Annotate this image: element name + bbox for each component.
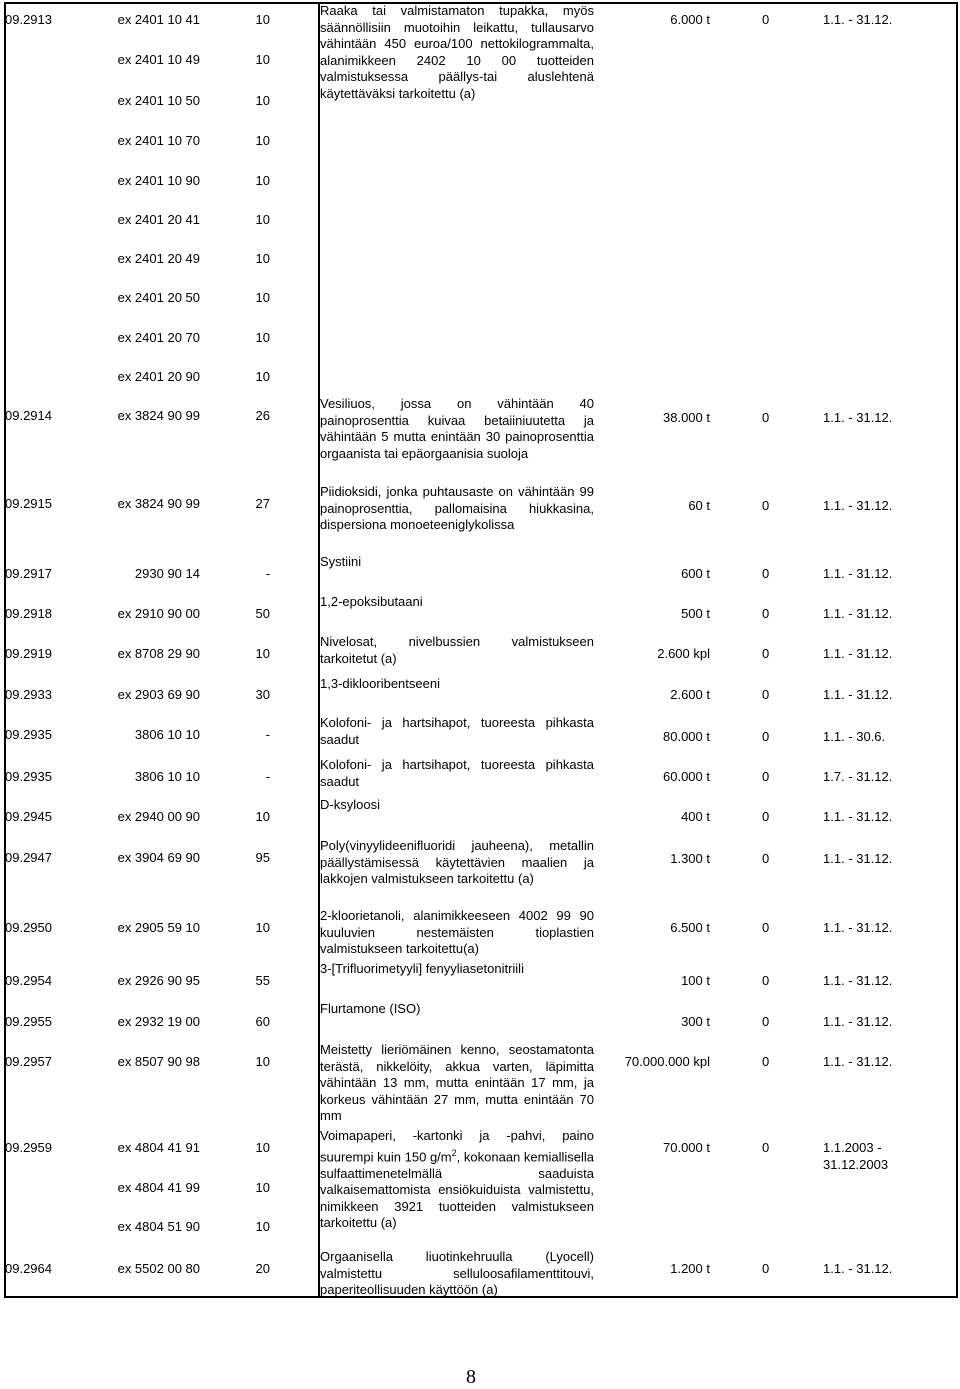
- taric-subdivision: 10: [255, 290, 270, 305]
- taric-subdivision: 10: [255, 133, 270, 148]
- taric-subdivision: 10: [255, 251, 270, 266]
- quota-duty: 0: [762, 566, 770, 581]
- cn-code: ex 4804 41 99: [117, 1180, 200, 1195]
- cn-code: ex 2401 10 90: [117, 173, 200, 188]
- cn-code: ex 5502 00 80: [117, 1261, 200, 1276]
- quota-duty: 0: [762, 606, 770, 621]
- quota-volume: 500 t: [681, 606, 710, 621]
- order-number: 09.2918: [5, 606, 52, 621]
- quota-period: 1.1. - 31.12.: [823, 687, 893, 702]
- taric-subdivision: 55: [255, 973, 270, 988]
- goods-description: Systiini: [320, 554, 362, 569]
- cn-code: ex 2940 00 90: [117, 809, 200, 824]
- cn-code: ex 4804 41 91: [117, 1140, 200, 1155]
- cn-code: ex 2401 20 90: [117, 369, 200, 384]
- quota-volume: 6.500 t: [670, 920, 710, 935]
- quota-period: 1.1. - 31.12.: [823, 851, 893, 866]
- cn-code: 3806 10 10: [134, 769, 200, 784]
- cn-code: ex 2401 20 70: [117, 330, 200, 345]
- goods-description: Poly(vinyylideenifluoridi jauheena), metallin päällystämisessä käytettävien maalien ja lakkojen valmistukseen tarkoitettu (a): [320, 838, 594, 887]
- quota-volume: 600 t: [681, 566, 710, 581]
- quota-duty: 0: [762, 729, 770, 744]
- goods-description: Orgaanisella liuotinkehruulla (Lyocell) valmistettu selluloosafilamenttitouvi, paperiteollisuuden käyttöön (a): [320, 1249, 594, 1298]
- quota-duty: 0: [762, 1014, 770, 1029]
- cn-code: ex 2926 90 95: [117, 973, 200, 988]
- quota-period: 1.1. - 31.12.: [823, 920, 893, 935]
- quota-volume: 2.600 t: [670, 687, 710, 702]
- quota-period: 1.1. - 31.12.: [823, 973, 893, 988]
- quota-period: 1.1. - 31.12.: [823, 566, 893, 581]
- taric-subdivision: 10: [255, 1180, 270, 1195]
- taric-subdivision: 10: [255, 1219, 270, 1234]
- order-number: 09.2945: [5, 809, 52, 824]
- quota-volume: 60.000 t: [663, 769, 710, 784]
- quota-volume: 400 t: [681, 809, 710, 824]
- quota-period: 1.1. - 31.12.: [823, 410, 893, 425]
- taric-subdivision: 95: [255, 850, 270, 865]
- taric-subdivision: 10: [255, 1140, 270, 1155]
- cn-code: ex 2401 10 50: [117, 93, 200, 108]
- quota-duty: 0: [762, 1140, 770, 1155]
- quota-period: 1.1. - 31.12.: [823, 1054, 893, 1069]
- quota-duty: 0: [762, 1054, 770, 1069]
- goods-description: Nivelosat, nivelbussien valmistukseen tarkoitetut (a): [320, 634, 594, 666]
- goods-description: 1,3-diklooribentseeni: [320, 676, 440, 691]
- goods-description: D-ksyloosi: [320, 797, 380, 812]
- taric-subdivision: 10: [255, 1054, 270, 1069]
- cn-code: ex 3824 90 99: [117, 496, 200, 511]
- order-number: 09.2914: [5, 408, 52, 423]
- order-number: 09.2919: [5, 646, 52, 661]
- quota-period: 1.1. - 31.12.: [823, 498, 893, 513]
- quota-volume: 38.000 t: [663, 410, 710, 425]
- cn-code: ex 3824 90 99: [117, 408, 200, 423]
- cn-code: ex 2401 20 41: [117, 212, 200, 227]
- quota-volume: 6.000 t: [670, 12, 710, 27]
- cn-code: ex 2401 10 70: [117, 133, 200, 148]
- goods-description: Kolofoni- ja hartsihapot, tuoreesta pihkasta saadut: [320, 757, 594, 789]
- cn-code: ex 2401 10 41: [117, 12, 200, 27]
- cn-code: ex 2932 19 00: [117, 1014, 200, 1029]
- quota-period-end: 31.12.2003: [823, 1157, 889, 1172]
- cn-code: 3806 10 10: [134, 727, 200, 742]
- taric-subdivision: 30: [255, 687, 270, 702]
- quota-volume: 100 t: [681, 973, 710, 988]
- taric-subdivision: 10: [255, 369, 270, 384]
- quota-duty: 0: [762, 1261, 770, 1276]
- quota-duty: 0: [762, 769, 770, 784]
- quota-volume: 1.300 t: [670, 851, 710, 866]
- cn-code: ex 2401 20 49: [117, 251, 200, 266]
- quota-duty: 0: [762, 498, 770, 513]
- quota-period: 1.1. - 31.12.: [823, 1261, 893, 1276]
- goods-description: Piidioksidi, jonka puhtausaste on vähintään 99 painoprosenttia, pallomaisina hiukkasina, dispersiona monoeteeniglykolissa: [320, 484, 594, 533]
- quota-period: 1.7. - 31.12.: [823, 769, 893, 784]
- order-number: 09.2933: [5, 687, 52, 702]
- quota-period: 1.1. - 31.12.: [823, 606, 893, 621]
- cn-code: ex 2401 10 49: [117, 52, 200, 67]
- quota-duty: 0: [762, 809, 770, 824]
- order-number: 09.2935: [5, 727, 52, 742]
- quota-volume: 70.000.000 kpl: [624, 1054, 710, 1069]
- taric-subdivision: 10: [255, 52, 270, 67]
- order-number: 09.2957: [5, 1054, 52, 1069]
- goods-description: Meistetty lieriömäinen kenno, seostamatonta terästä, nikkelöity, akkua varten, läpimitta vähintään 13 mm, mutta enintään 17 mm, ja korkeus vähintään 27 mm, mutta enintään 70 mm: [320, 1042, 594, 1124]
- quota-volume: 2.600 kpl: [657, 646, 710, 661]
- taric-subdivision: 26: [255, 408, 270, 423]
- goods-description: Raaka tai valmistamaton tupakka, myös säännöllisiin muotoihin leikattu, tullausarvo vähintään 450 euroa/100 nettokilogrammalta, alanimikkeen 2402 10 00 tuotteiden valmistuksessa päällys-tai aluslehtenä käytettäväksi tarkoitettu (a): [320, 3, 594, 101]
- quota-period: 1.1. - 31.12.: [823, 809, 893, 824]
- cn-code: ex 2905 59 10: [117, 920, 200, 935]
- order-number: 09.2954: [5, 973, 52, 988]
- order-number: 09.2935: [5, 769, 52, 784]
- quota-volume: 70.000 t: [663, 1140, 710, 1155]
- quota-period: 1.1.2003 -: [823, 1140, 882, 1155]
- quota-duty: 0: [762, 410, 770, 425]
- taric-subdivision: 10: [255, 212, 270, 227]
- cn-code: ex 2903 69 90: [117, 687, 200, 702]
- quota-volume: 60 t: [688, 498, 710, 513]
- cn-code: ex 3904 69 90: [117, 850, 200, 865]
- taric-subdivision: 10: [255, 920, 270, 935]
- quota-duty: 0: [762, 12, 770, 27]
- order-number: 09.2917: [5, 566, 52, 581]
- taric-subdivision: 10: [255, 93, 270, 108]
- taric-subdivision: 20: [255, 1261, 270, 1276]
- cn-code: ex 2401 20 50: [117, 290, 200, 305]
- superscript: 2: [451, 1147, 457, 1158]
- quota-period: 1.1. - 31.12.: [823, 12, 893, 27]
- taric-subdivision: -: [265, 566, 270, 581]
- page-number: 8: [466, 1366, 476, 1388]
- goods-description: 3-[Trifluorimetyyli] fenyyliasetonitriili: [320, 961, 524, 976]
- order-number: 09.2955: [5, 1014, 52, 1029]
- order-number: 09.2964: [5, 1261, 52, 1276]
- quota-period: 1.1. - 31.12.: [823, 1014, 893, 1029]
- goods-description: Kolofoni- ja hartsihapot, tuoreesta pihkasta saadut: [320, 715, 594, 747]
- goods-description-part: Voimapaperi, -kartonki ja -pahvi, paino suurempi kuin 150 g/m: [320, 1128, 594, 1164]
- taric-subdivision: 60: [255, 1014, 270, 1029]
- quota-duty: 0: [762, 851, 770, 866]
- order-number: 09.2959: [5, 1140, 52, 1155]
- taric-subdivision: -: [265, 727, 270, 742]
- quota-duty: 0: [762, 646, 770, 661]
- quota-duty: 0: [762, 973, 770, 988]
- taric-subdivision: 10: [255, 809, 270, 824]
- taric-subdivision: 10: [255, 12, 270, 27]
- goods-description: Vesiliuos, jossa on vähintään 40 painoprosenttia kuivaa betaiiniuutetta ja vähintään 5 mutta enintään 30 painoprosenttia orgaanista tai epäorgaanisia suoloja: [320, 396, 594, 461]
- quota-volume: 300 t: [681, 1014, 710, 1029]
- order-number: 09.2915: [5, 496, 52, 511]
- cn-code: 2930 90 14: [134, 566, 200, 581]
- quota-period: 1.1. - 30.6.: [823, 729, 886, 744]
- order-number: 09.2913: [5, 12, 52, 27]
- quota-period: 1.1. - 31.12.: [823, 646, 893, 661]
- quota-duty: 0: [762, 687, 770, 702]
- taric-subdivision: 10: [255, 330, 270, 345]
- taric-subdivision: 10: [255, 173, 270, 188]
- cn-code: ex 4804 51 90: [117, 1219, 200, 1234]
- quota-volume: 80.000 t: [663, 729, 710, 744]
- order-number: 09.2950: [5, 920, 52, 935]
- taric-subdivision: 50: [255, 606, 270, 621]
- quota-duty: 0: [762, 920, 770, 935]
- taric-subdivision: 27: [255, 496, 270, 511]
- cn-code: ex 2910 90 00: [117, 606, 200, 621]
- goods-description: 1,2-epoksibutaani: [320, 594, 423, 609]
- taric-subdivision: -: [265, 769, 270, 784]
- goods-description: [320, 1128, 594, 1232]
- cn-code: ex 8708 29 90: [117, 646, 200, 661]
- cn-code: ex 8507 90 98: [117, 1054, 200, 1069]
- order-number: 09.2947: [5, 850, 52, 865]
- goods-description-part: , kokonaan kemiallisella sulfaattimenetelmällä saaduista valkaisemattomista ensiökuiduista valmistettu, nimikkeen 3921 tuotteiden valmistukseen tarkoitettu (a): [320, 1148, 595, 1231]
- taric-subdivision: 10: [255, 646, 270, 661]
- quota-volume: 1.200 t: [670, 1261, 710, 1276]
- goods-description: 2-kloorietanoli, alanimikkeeseen 4002 99 90 kuuluvien nestemäisten tioplastien valmistukseen tarkoitettu(a): [320, 908, 594, 957]
- goods-description: Flurtamone (ISO): [320, 1001, 421, 1016]
